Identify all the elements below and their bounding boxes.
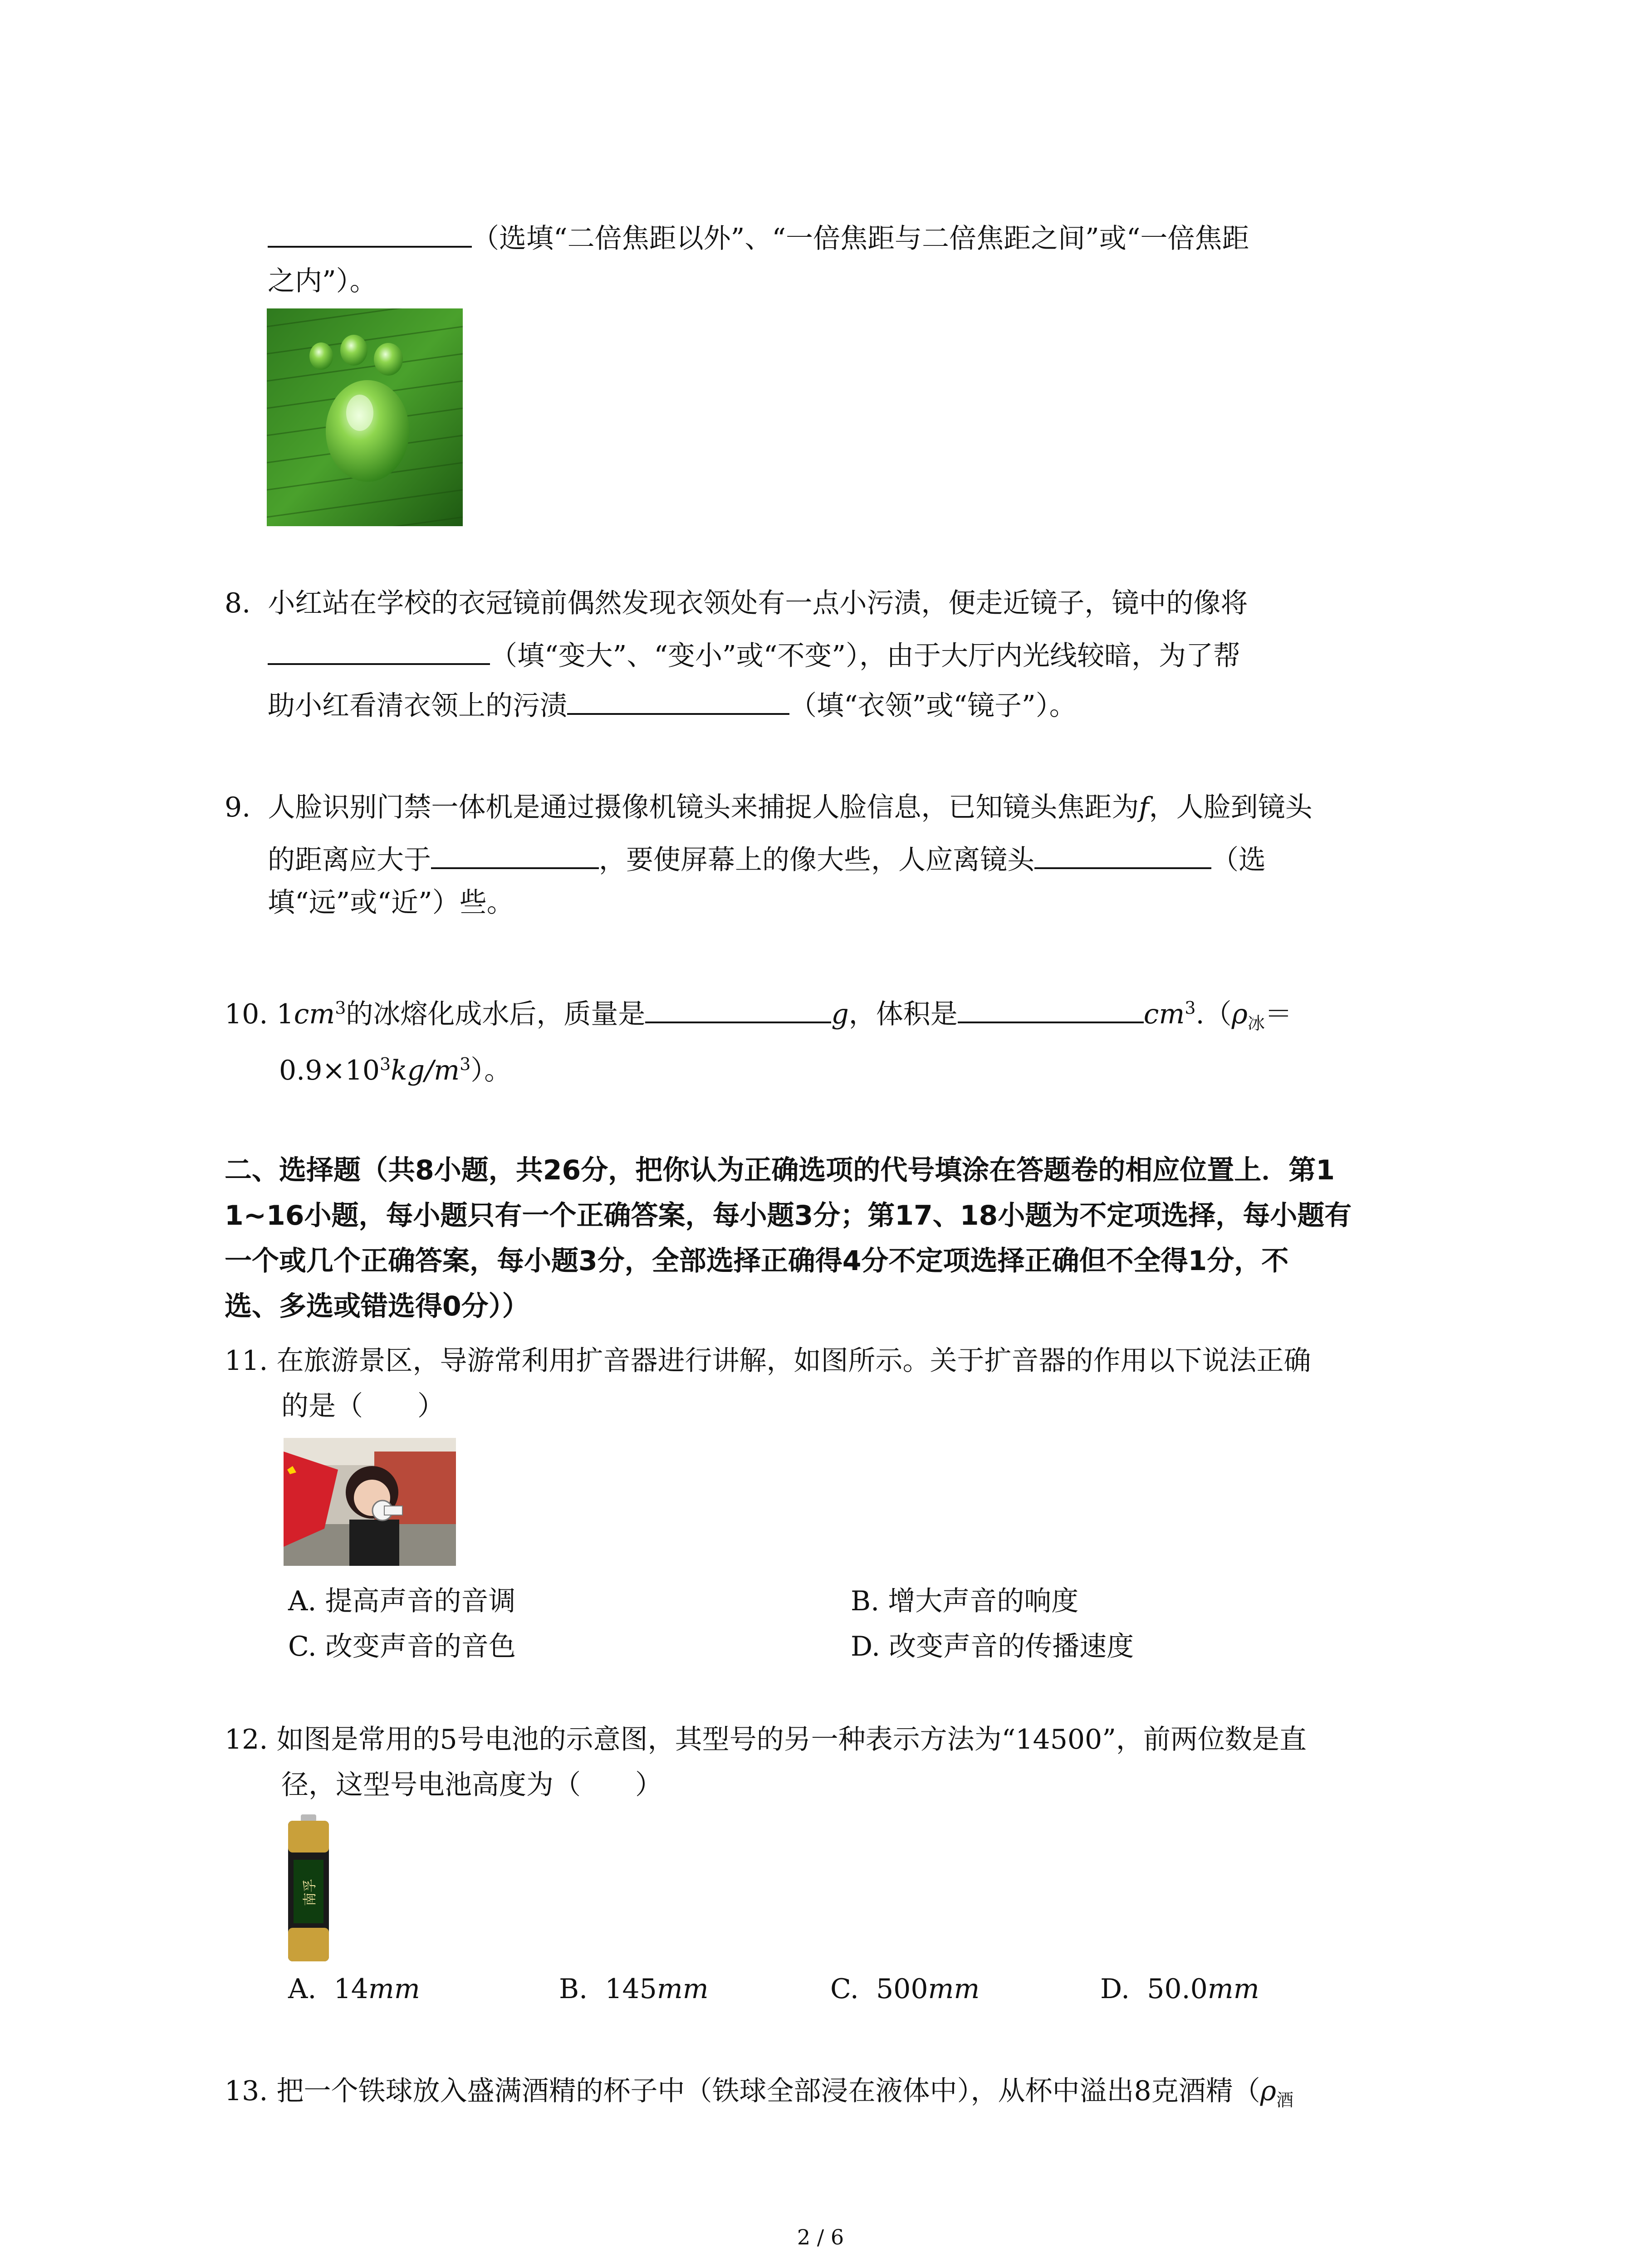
q12-option-c[interactable]: C. 500mm <box>830 1973 980 2005</box>
q9-line-2: 的距离应大于 ，要使屏幕上的像大些，人应离镜头 （选 <box>268 839 1266 878</box>
q8-blank-2[interactable] <box>567 685 789 715</box>
section2-heading-line-4: 选、多选或错选得0分）） <box>225 1290 529 1322</box>
q7-line-1: （选填“二倍焦距以外”、“一倍焦距与二倍焦距之间”或“一倍焦距 <box>268 218 1249 257</box>
q11-option-d[interactable]: D. 改变声音的传播速度 <box>851 1631 1134 1662</box>
q9-line-1: 9. 人脸识别门禁一体机是通过摄像机镜头来捕捉人脸信息，已知镜头焦距为f，人脸到镜头 <box>225 792 1313 823</box>
q7-answer-blank[interactable] <box>268 218 472 248</box>
q11-option-b[interactable]: B. 增大声音的响度 <box>851 1585 1079 1617</box>
q11-option-a[interactable]: A. 提高声音的音调 <box>288 1585 516 1617</box>
battery-brand-label: 南孚 <box>302 1879 318 1906</box>
page-number: 2 / 6 <box>797 2225 844 2249</box>
q8-blank-1[interactable] <box>268 635 490 665</box>
q10-line-1: 10. $1cm^3$的冰熔化成水后，质量是 g，体积是 $cm^3.(\rho_冰=$ <box>225 993 1292 1032</box>
q9-line-3: 填“远”或“近”）些。 <box>268 887 514 919</box>
q11-option-c[interactable]: C. 改变声音的音色 <box>288 1631 516 1662</box>
q12-line-1: 12. 如图是常用的5号电池的示意图，其型号的另一种表示方法为“14500”，前两位数是直 <box>225 1724 1307 1755</box>
q8-line-2: （填“变大”、“变小”或“不变”），由于大厅内光线较暗，为了帮 <box>268 635 1240 674</box>
q12-option-d[interactable]: D. 50.0mm <box>1100 1973 1259 2005</box>
section2-heading-line-2: 1~16小题，每小题只有一个正确答案，每小题3分；第17、18小题为不定项选择，每小题有 <box>225 1200 1352 1232</box>
q10-mass-blank[interactable] <box>645 993 831 1023</box>
q8-line-3: 助小红看清衣领上的污渍 （填“衣领”或“镜子”）。 <box>268 685 1077 724</box>
q7-line-2: 之内”）。 <box>268 265 377 297</box>
q11-line-1: 11. 在旅游景区，导游常利用扩音器进行讲解，如图所示。关于扩音器的作用以下说法正确 <box>225 1345 1311 1377</box>
section2-heading-line-3: 一个或几个正确答案，每小题3分，全部选择正确得4分不定项选择正确但不全得1分，不 <box>225 1245 1289 1277</box>
q9-blank-2[interactable] <box>1034 839 1211 869</box>
water-drop-leaf-image <box>267 308 463 526</box>
q10-volume-blank[interactable] <box>958 993 1144 1023</box>
q12-line-2: 径，这型号电池高度为（ ） <box>281 1769 662 1801</box>
tour-guide-megaphone-image <box>284 1438 456 1566</box>
q12-option-a[interactable]: A. 14mm <box>288 1973 420 2005</box>
q10-line-2: $0.9\times 10^3kg/m^3$）。 <box>279 1054 512 1086</box>
q13-line-1: 13. 把一个铁球放入盛满酒精的杯子中（铁球全部浸在液体中），从杯中溢出8克酒精（$\rho_酒$ <box>225 2075 1293 2110</box>
aa-battery-image <box>284 1814 333 1964</box>
q9-blank-1[interactable] <box>431 839 599 869</box>
q8-line-1: 8. 小红站在学校的衣冠镜前偶然发现衣领处有一点小污渍，便走近镜子，镜中的像将 <box>225 587 1248 619</box>
q12-option-b[interactable]: B. 145mm <box>559 1973 709 2005</box>
section2-heading-line-1: 二、选择题（共8小题，共26分，把你认为正确选项的代号填涂在答题卷的相应位置上．第1 <box>225 1154 1335 1186</box>
q11-line-2: 的是（ ） <box>281 1390 445 1422</box>
